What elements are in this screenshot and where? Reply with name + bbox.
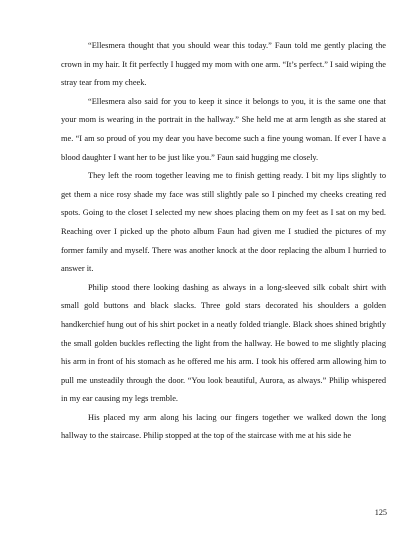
paragraph: “Ellesmera also said for you to keep it since it belongs to you, it is the same one that your mom is wearing in the portrait in the hallway.” She held me at arm length as she stared at me. “I am so proud of you my dear you have become such a fine young woman. If ever I have a blood daughter I want her to be just like you.” Faun said hugging me closely. xyxy=(61,96,386,162)
paragraph: They left the room together leaving me to finish getting ready. I bit my lips slightly to get them a nice rosy shade my face was still slightly pale so I pinched my cheeks creating red spots. Going to the closet I selected my new shoes placing them on my feet as I sat on my bed. Reaching over I picked up the photo album Faun had given me I studied the pictures of my former family and myself. There was another knock at the door replacing the album I hurried to answer it. xyxy=(61,171,386,274)
paragraph: His placed my arm along his lacing our fingers together we walked down the long hallway to the staircase. Philip stopped at the top of the staircase with me at his side he xyxy=(61,412,386,441)
paragraph: Philip stood there looking dashing as always in a long-sleeved silk cobalt shirt with small gold buttons and black slacks. Three gold stars decorated his shoulders a golden handkerchief hung out of his shirt pocket in a neatly folded triangle. Black shoes shined brightly the small golden buckles reflecting the light from the hallway. He bowed to me slightly placing his arm in front of his stomach as he offered me his arm. I took his offered arm allowing him to pull me unsteadily through the door. “You look beautiful, Aurora, as always.” Philip whispered in my ear causing my legs tremble. xyxy=(61,282,386,404)
body-text xyxy=(61,37,386,446)
paragraph: “Ellesmera thought that you should wear this today.” Faun told me gently placing the crown in my hair. It fit perfectly I hugged my mom with one arm. “It’s perfect.” I said wiping the stray tear from my cheek. xyxy=(61,41,386,88)
page-number: 125 xyxy=(374,508,387,517)
